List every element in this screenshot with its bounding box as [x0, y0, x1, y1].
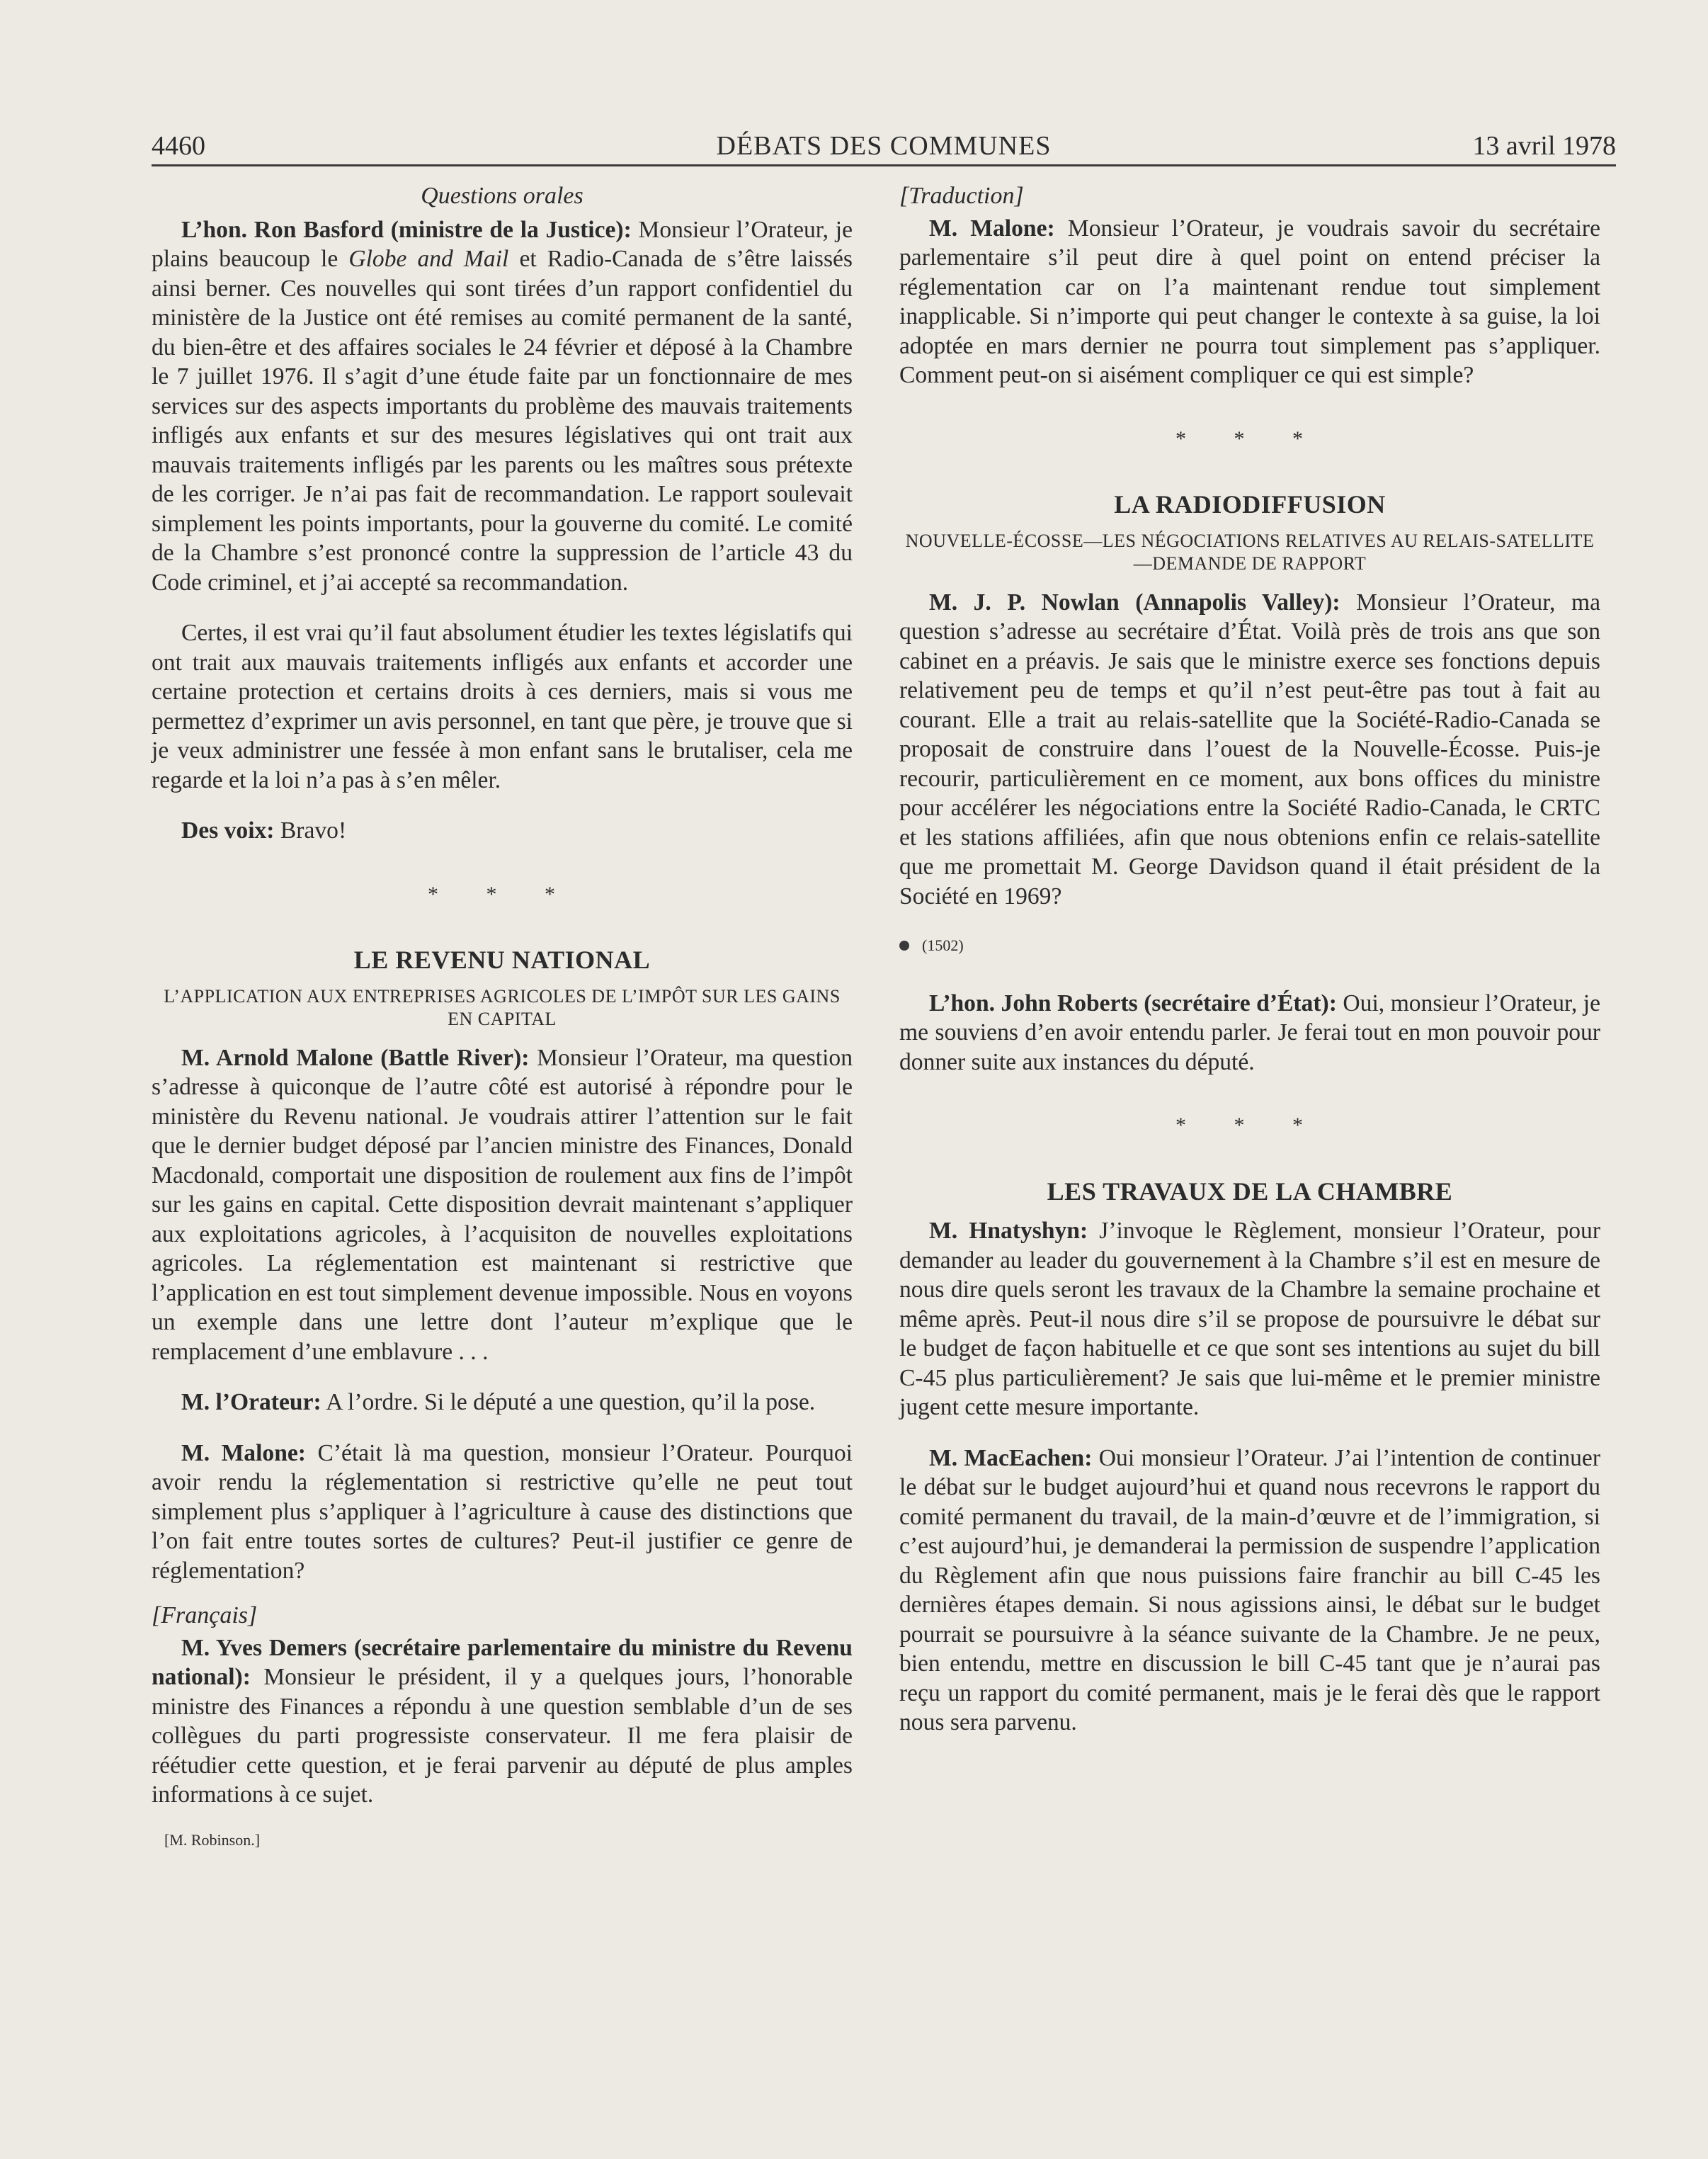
- paragraph-basford-2: Certes, il est vrai qu’il faut absolument étudier les textes législatifs qui ont trait aux mauvais traitements infligés aux enfants et accorder une certaine protection et certains droits à ces derniers, mais si vous me permettez d’exprimer un avis personnel, en tant que père, je trouve que si je veux administrer une fessée à mon enfant sans le brutaliser, cela me regarde et la loi n’a pas à s’en mêler.: [152, 620, 853, 793]
- section-separator: * * *: [1175, 426, 1324, 450]
- speaker-name: Des voix:: [181, 817, 275, 844]
- speaker-name: M. MacEachen:: [929, 1444, 1093, 1471]
- section-heading: LES TRAVAUX DE LA CHAMBRE: [1047, 1177, 1453, 1206]
- paragraph-demers: M. Yves Demers (secrétaire parlementaire du ministre du Revenu national): Monsieur le président, il y a quelques jours, l’honorable ministre des Finances a répondu à une question semblable d’un de ses collègues du parti progressiste conservateur. Il me fera plaisir de réétudier cette question, et je ferai parvenir au député de plus amples informations à ce sujet.: [152, 1634, 853, 1808]
- speaker-name: M. Malone:: [929, 215, 1055, 242]
- language-label: [Traduction]: [899, 183, 1024, 209]
- page-header: [152, 126, 1616, 166]
- paragraph-roberts: L’hon. John Roberts (secrétaire d’État): Oui, monsieur l’Orateur, je me souviens d’en avoir entendu parler. Je ferai tout en mon pouvoir pour donner suite aux instances du député.: [899, 990, 1601, 1075]
- speaker-name: M. Yves Demers (secrétaire parlementaire du ministre du Revenu national):: [152, 1634, 853, 1690]
- section-heading: LE REVENU NATIONAL: [353, 946, 651, 974]
- newspaper-title: Globe and Mail: [348, 246, 509, 272]
- time-marker-label: (1502): [922, 936, 964, 954]
- section-title: Questions orales: [421, 183, 583, 209]
- speaker-name: L’hon. John Roberts (secrétaire d’État):: [929, 990, 1337, 1016]
- section-heading: LA RADIODIFFUSION: [1114, 490, 1386, 518]
- speaker-name: M. Malone:: [181, 1439, 306, 1466]
- paragraph-maceachen: M. MacEachen: Oui monsieur l’Orateur. J’ai l’intention de continuer le débat sur le budget aujourd’hui et quand nous recevrons le rapport du comité permanent du travail, de la main-d’œuvre et de l’immigration, si c’est aujourd’hui, je demanderai la permission de suspendre l’application du Règlement afin que nous puissions faire franchir au bill C-45 les dernières étapes demain. Si nous agissions ainsi, le débat sur le budget pourrait se poursuivre à la séance suivante de la Chambre. Je ne peux, bien entendu, mettre en discussion le bill C-45 tant que je n’aurai pas reçu un rapport du comité permanent, mais je le ferai dès que le rapport nous sera parvenu.: [899, 1444, 1600, 1735]
- page-date: 13 avril 1978: [1472, 131, 1616, 161]
- paragraph-nowlan: M. J. P. Nowlan (Annapolis Valley): Monsieur l’Orateur, ma question s’adresse au secrétaire d’État. Voilà près de trois ans que son cabinet en a préavis. Je sais que le ministre exerce ses fonctions depuis relativement peu de temps et qu’il n’est peut-être pas tout à fait au courant. Elle a trait au relais-satellite que la Société-Radio-Canada se proposait de construire dans l’ouest de la Nouvelle-Écosse. Puis-je recourir, particulièrement en ce moment, aux bons offices du ministre pour accélérer les négociations entre la Société Radio-Canada, le CRTC et les stations affiliées, afin que nous obtenions enfin ce relais-satellite que me promettait M. George Davidson quand il était président de la Société en 1969?: [899, 589, 1600, 910]
- section-subheading: L’APPLICATION AUX ENTREPRISES AGRICOLES DE L’IMPÔT SUR LES GAINS EN CAPITAL: [164, 985, 841, 1029]
- publication-title: DÉBATS DES COMMUNES: [716, 131, 1052, 161]
- footnote: [M. Robinson.]: [164, 1830, 261, 1849]
- language-label: [Français]: [152, 1602, 258, 1628]
- left-column: [152, 181, 853, 1854]
- speaker-name: M. J. P. Nowlan (Annapolis Valley):: [929, 589, 1340, 616]
- bullet-icon: [899, 941, 909, 951]
- speaker-name: M. Arnold Malone (Battle River):: [181, 1044, 530, 1071]
- time-marker: [899, 931, 1600, 960]
- section-separator: * * *: [428, 882, 576, 906]
- paragraph-speaker: M. l’Orateur: A l’ordre. Si le député a une question, qu’il la pose.: [181, 1389, 816, 1415]
- paragraph-basford: L’hon. Ron Basford (ministre de la Justice): Monsieur l’Orateur, je plains beaucoup le Globe and Mail et Radio-Canada de s’être laissés ainsi berner. Ces nouvelles qui sont tirées d’un rapport confidentiel du ministère de la Justice ont été remises au comité permanent de la santé, du bien-être et des affaires sociales le 24 février et déposé à la Chambre le 7 juillet 1976. Il s’agit d’une étude faite par un fonctionnaire de mes services sur des aspects importants du problème des mauvais traitements infligés aux enfants et sur des mesures législatives qui ont trait aux mauvais traitements infligés par les parents ou les maîtres sous prétexte de les corriger. Je n’ai pas fait de recommandation. Le rapport soulevait simplement les points importants, pour la gouverne du comité. Le comité de la Chambre s’est prononcé contre la suppression de l’article 43 du Code criminel, et j’ai accepté sa recommandation.: [152, 216, 853, 596]
- paragraph-malone-2: M. Malone: C’était là ma question, monsieur l’Orateur. Pourquoi avoir rendu la réglementation si restrictive qu’elle ne peut tout simplement plus s’appliquer à l’agriculture à cause des distinctions que l’on fait entre toutes sortes de cultures? Peut-il justifier ce genre de réglementation?: [152, 1439, 853, 1584]
- paragraph-malone: M. Arnold Malone (Battle River): Monsieur l’Orateur, ma question s’adresse à quiconque de l’autre côté est autorisé à répondre pour le ministère du Revenu national. Je voudrais attirer l’attention sur le fait que le dernier budget déposé par l’ancien ministre des Finances, Donald Macdonald, comportait une disposition de roulement aux fins de l’impôt sur les gains en capital. Cette disposition devrait maintenant s’appliquer aux exploitations agricoles, à l’acquisiton de nouvelles exploitations agricoles. La réglementation est maintenant si restrictive que l’application en est tout simplement devenue impossible. Nous en voyons un exemple dans une lettre dont l’auteur m’explique que le remplacement d’une emblavure . . .: [152, 1044, 853, 1365]
- page-number: 4460: [152, 131, 205, 161]
- section-separator: * * *: [1175, 1114, 1324, 1137]
- speaker-name: M. l’Orateur:: [181, 1389, 321, 1415]
- paragraph-voices: Des voix: Bravo!: [181, 817, 347, 844]
- section-subheading: NOUVELLE-ÉCOSSE—LES NÉGOCIATIONS RELATIVES AU RELAIS-SATELLITE—DEMANDE DE RAPPORT: [905, 530, 1595, 574]
- paragraph-malone-3: M. Malone: Monsieur l’Orateur, je voudrais savoir du secrétaire parlementaire s’il peut dire à quel point on entend préciser la réglementation car on l’a maintenant rendue tout simplement inapplicable. Si n’importe qui peut changer le contexte à sa guise, la loi adoptée en mars dernier ne pourra tout simplement pas s’appliquer. Comment peut-on si aisément compliquer ce qui est simple?: [899, 215, 1600, 388]
- speaker-name: M. Hnatyshyn:: [929, 1218, 1088, 1244]
- right-column: [899, 181, 1600, 1738]
- speaker-name: L’hon. Ron Basford (ministre de la Justice):: [181, 216, 632, 243]
- paragraph-hnatyshyn: M. Hnatyshyn: J’invoque le Règlement, monsieur l’Orateur, pour demander au leader du gouvernement à la Chambre s’il est en mesure de nous dire quels seront les travaux de la Chambre la semaine prochaine et même après. Peut-il nous dire s’il se propose de poursuivre le débat sur le budget de façon habituelle et ce que sont ses intentions au sujet du bill C-45 plus particulièrement? Je sais que lui-même et le premier ministre jugent cette mesure importante.: [899, 1218, 1601, 1420]
